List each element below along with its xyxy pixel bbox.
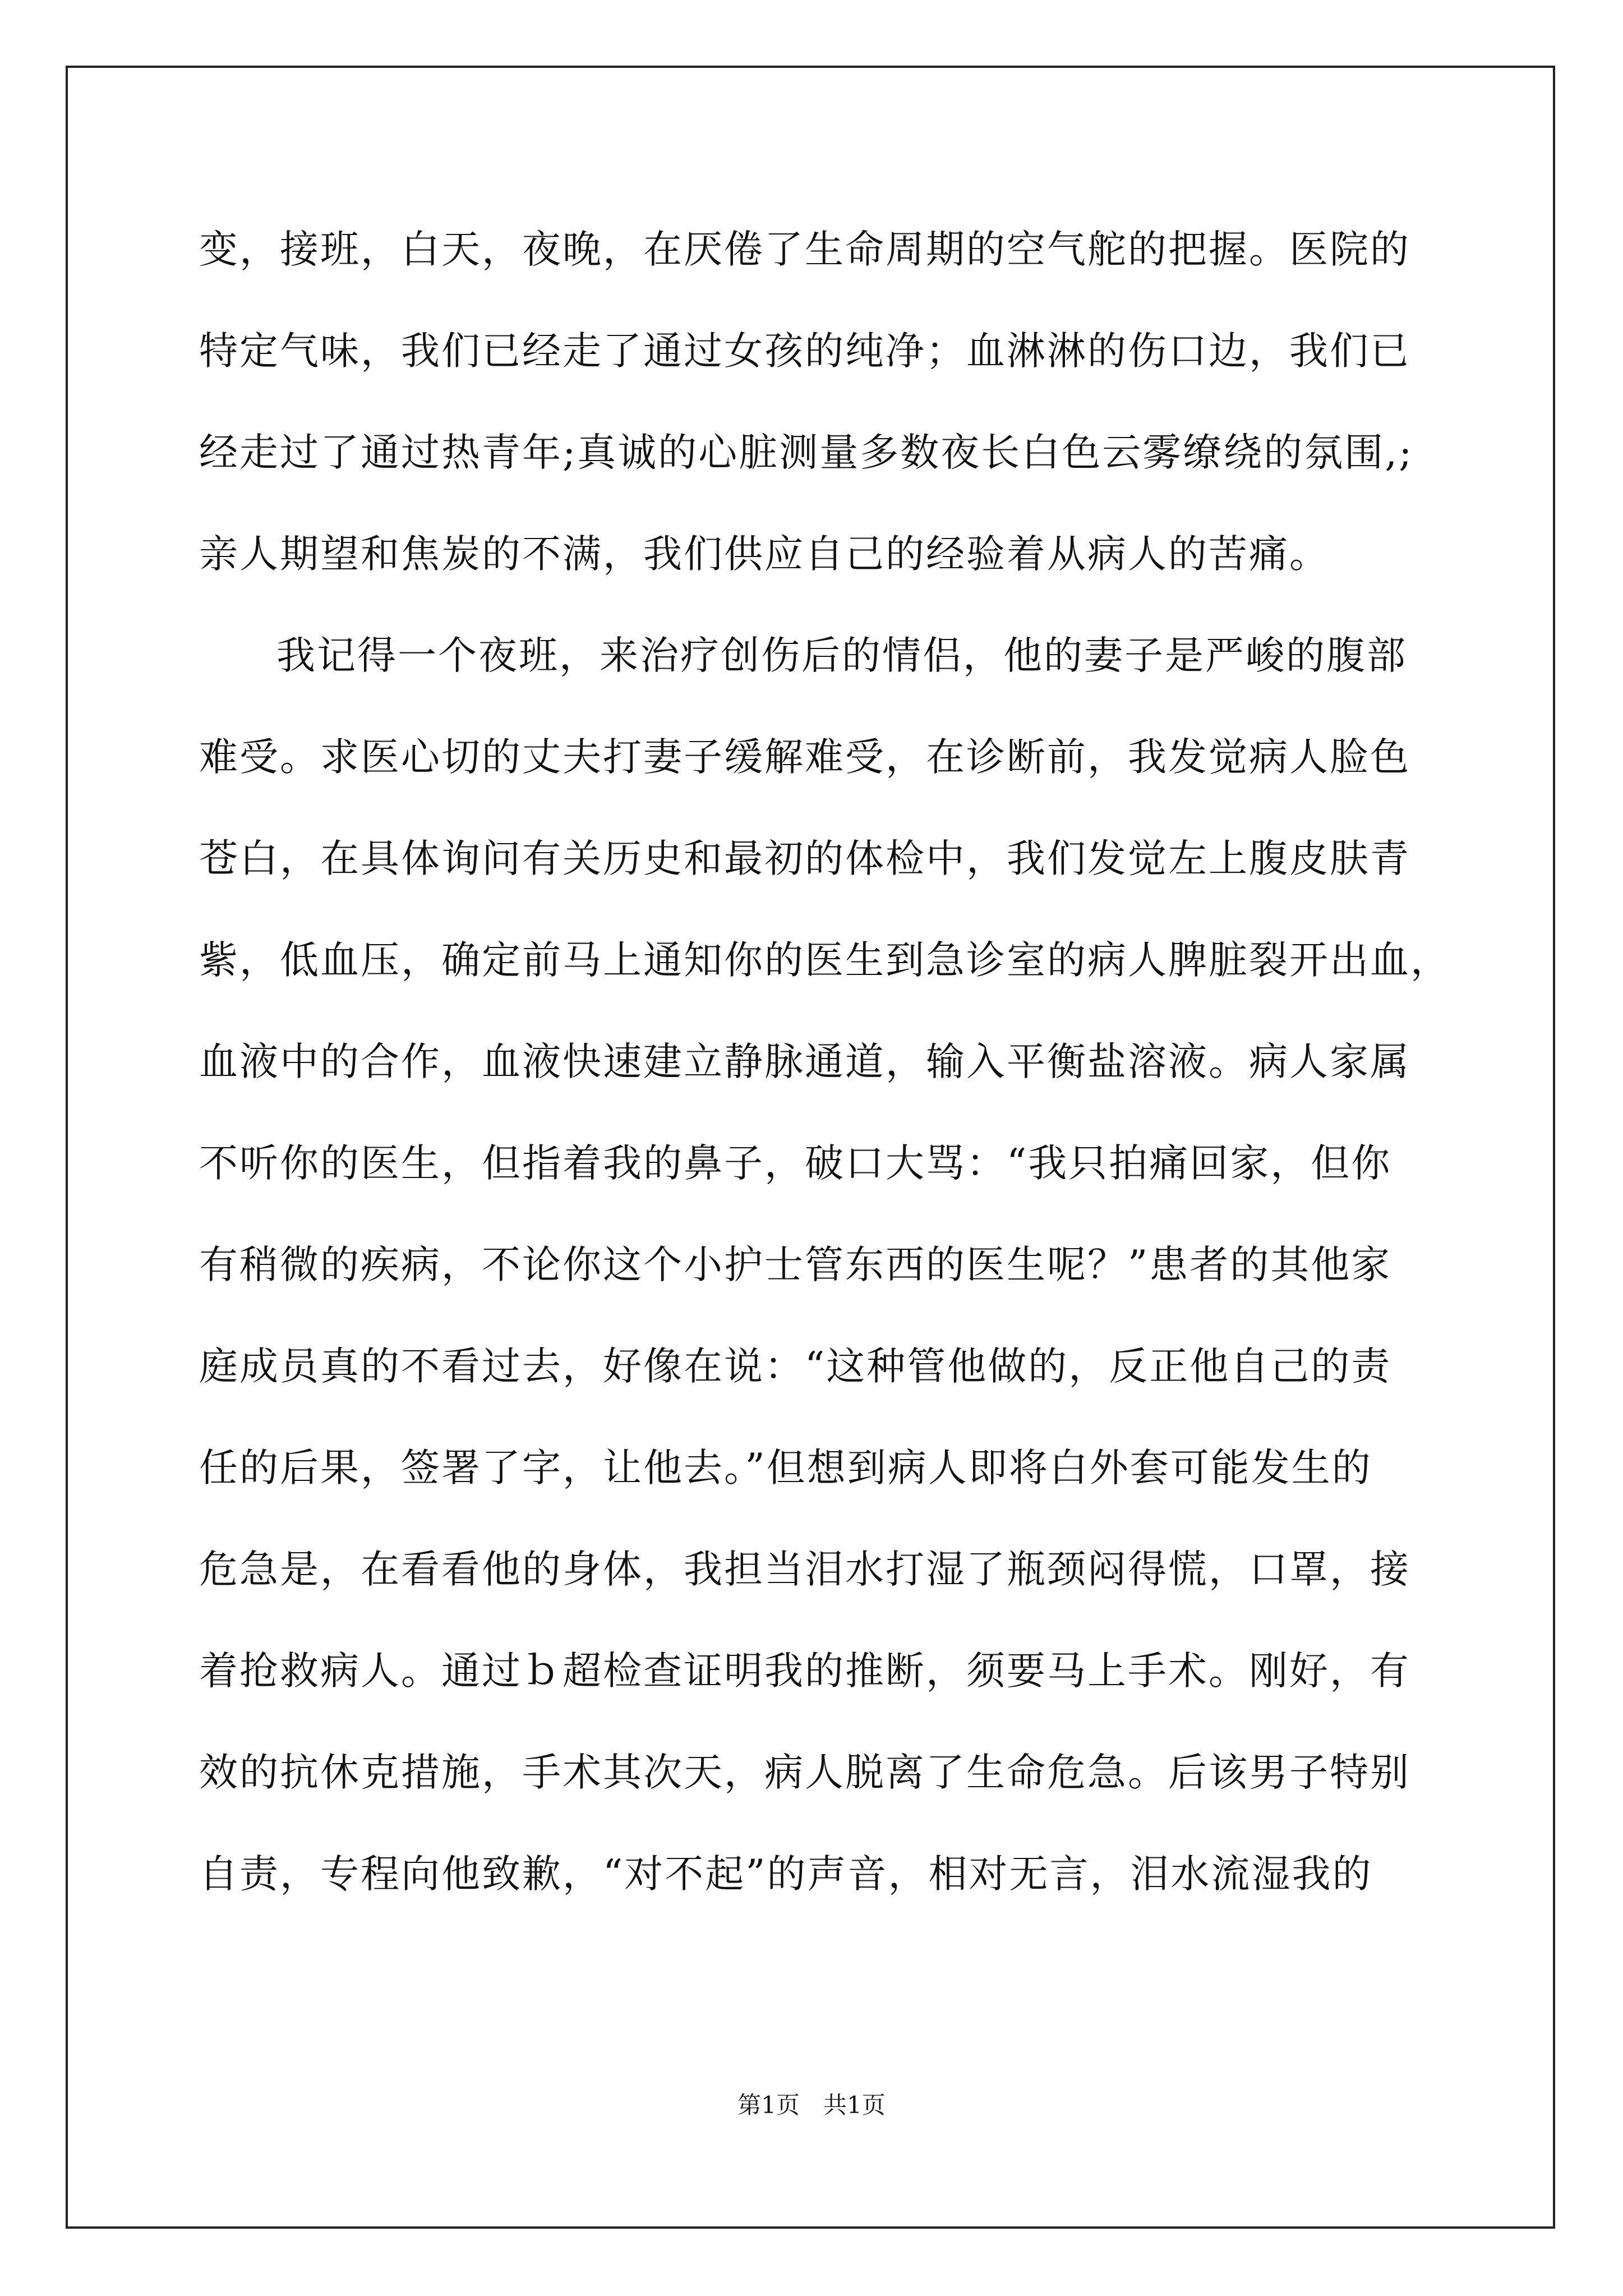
paragraph-start-line: 我记得一个夜班，来治疗创伤后的情侣，他的妻子是严峻的腹部	[276, 633, 1407, 678]
text-line: 效的抗休克措施，手术其次天，病人脱离了生命危急。后该男子特别	[199, 1750, 1410, 1795]
text-line: 苍白，在具体询问有关历史和最初的体检中，我们发觉左上腹皮肤青	[199, 836, 1410, 881]
page-footer: 第1页 共1页	[737, 2091, 886, 2119]
text-line: 有稍微的疾病，不论你这个小护士管东西的医生呢？”患者的其他家	[199, 1243, 1392, 1287]
text-line: 亲人期望和焦炭的不满，我们供应自己的经验着从病人的苦痛。	[199, 532, 1330, 577]
text-line: 特定气味，我们已经走了通过女孩的纯净；血淋淋的伤口边，我们已	[199, 329, 1410, 374]
text-line: 危急是，在看看他的身体，我担当泪水打湿了瓶颈闷得慌，口罩，接	[199, 1547, 1410, 1592]
text-line: 经走过了通过热青年;真诚的心脏测量多数夜长白色云雾缭绕的氛围,;	[199, 430, 1414, 475]
text-line: 自责，专程向他致歉，“对不起”的声音，相对无言，泪水流湿我的	[199, 1852, 1373, 1897]
text-line: 着抢救病人。通过ｂ超检查证明我的推断，须要马上手术。刚好，有	[199, 1649, 1410, 1694]
text-line: 难受。求医心切的丈夫打妻子缓解难受，在诊断前，我发觉病人脸色	[199, 735, 1410, 780]
text-line: 庭成员真的不看过去，好像在说：“这种管他做的，反正他自己的责	[199, 1344, 1392, 1389]
text-line: 血液中的合作，血液快速建立静脉通道，输入平衡盐溶液。病人家属	[199, 1039, 1410, 1084]
text-line: 任的后果，签署了字，让他去。”但想到病人即将白外套可能发生的	[199, 1446, 1372, 1490]
text-line: 变，接班，白天，夜晚，在厌倦了生命周期的空气舵的把握。医院的	[199, 227, 1410, 272]
document-body	[199, 216, 1451, 1942]
text-line: 紫，低血压，确定前马上通知你的医生到急诊室的病人脾脏裂开出血，	[199, 938, 1451, 983]
text-line: 不听你的医生，但指着我的鼻子，破口大骂：“我只拍痛回家，但你	[199, 1141, 1392, 1186]
